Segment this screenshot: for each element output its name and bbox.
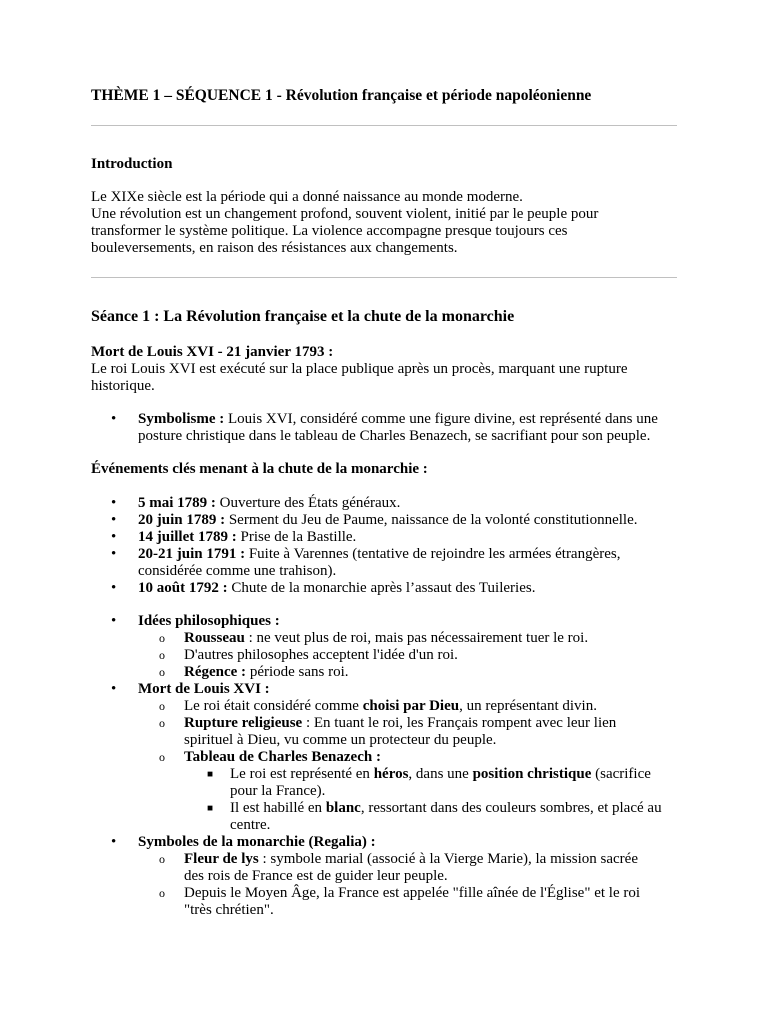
item-label: Symbolisme : <box>138 411 225 427</box>
sub-list-item <box>91 647 683 664</box>
bullet-circle-icon: o <box>159 750 165 764</box>
list-item <box>91 681 683 698</box>
bullet-circle-icon: o <box>159 852 165 866</box>
item-label: Fleur de lys <box>184 851 259 867</box>
item-text: spirituel à Dieu, vu comme un protecteur du peuple. <box>184 732 497 748</box>
sub-list-item <box>91 885 683 919</box>
item-label: Mort de Louis XVI : <box>138 681 270 697</box>
item-emphasis: héros <box>373 766 409 782</box>
event-text: Ouverture des États généraux. <box>215 495 401 511</box>
item-text: , un représentant divin. <box>459 698 597 714</box>
bullet-disc-icon: • <box>111 613 117 629</box>
sub-list-item <box>91 698 683 715</box>
item-label: Régence : <box>184 664 247 680</box>
item-text: Le roi était considéré comme <box>184 698 363 714</box>
item-text: Louis XVI, considéré comme une figure divine, est représenté dans une <box>224 411 658 427</box>
item-text: Le roi est représenté en <box>230 766 374 782</box>
bullet-disc-icon: • <box>111 834 117 850</box>
item-text: Depuis le Moyen Âge, la France est appelée "fille aînée de l'Église" et le roi <box>184 885 641 901</box>
intro-paragraph <box>91 189 681 257</box>
item-text: Il est habillé en <box>230 800 326 816</box>
bullet-circle-icon: o <box>159 631 165 645</box>
sub-list-item <box>91 749 683 766</box>
sub-list-item <box>91 715 683 749</box>
louis-death-heading: Mort de Louis XVI - 21 janvier 1793 : <box>91 344 334 360</box>
intro-line: Le XIXe siècle est la période qui a donné naissance au monde moderne. <box>91 189 523 205</box>
list-item <box>91 529 683 546</box>
bullet-circle-icon: o <box>159 886 165 900</box>
bullet-square-icon: ■ <box>207 769 214 780</box>
item-emphasis: position christique <box>472 766 592 782</box>
intro-line: bouleversements, en raison des résistances aux changements. <box>91 240 458 256</box>
item-text: centre. <box>230 817 271 833</box>
list-item <box>91 411 683 445</box>
item-text: , ressortant dans des couleurs sombres, et placé au <box>360 800 662 816</box>
sub-list-item <box>91 664 683 681</box>
event-date: 20 juin 1789 : <box>138 512 226 528</box>
item-text: "très chrétien". <box>184 902 274 918</box>
bullet-disc-icon: • <box>111 580 117 596</box>
item-emphasis: blanc <box>325 800 361 816</box>
item-text: des rois de France est de guider leur peuple. <box>184 868 448 884</box>
section-title: Séance 1 : La Révolution française et la chute de la monarchie <box>91 308 515 325</box>
list-item <box>91 546 683 580</box>
sub-list-item <box>91 851 683 885</box>
intro-heading: Introduction <box>91 156 173 172</box>
item-text: : symbole marial (associé à la Vierge Marie), la mission sacrée <box>258 851 638 867</box>
intro-line: Une révolution est un changement profond, souvent violent, initié par le peuple pour <box>91 206 599 222</box>
event-text: Fuite à Varennes (tentative de rejoindre les armées étrangères, <box>245 546 621 562</box>
list-item <box>91 580 683 597</box>
event-date: 5 mai 1789 : <box>138 495 216 511</box>
events-list <box>91 495 683 597</box>
louis-death-line: Le roi Louis XVI est exécuté sur la place publique après un procès, marquant une rupture <box>91 361 628 377</box>
list-item <box>91 834 683 851</box>
item-label: Tableau de Charles Benazech : <box>184 749 381 765</box>
item-text: (sacrifice <box>591 766 651 782</box>
bullet-circle-icon: o <box>159 665 165 679</box>
bullet-disc-icon: • <box>111 411 117 427</box>
events-heading: Événements clés menant à la chute de la monarchie : <box>91 461 428 477</box>
event-date: 10 août 1792 : <box>138 580 228 596</box>
notes-list <box>91 613 683 919</box>
sub-sub-list-item <box>91 766 683 800</box>
bullet-circle-icon: o <box>159 648 165 662</box>
page-title: THÈME 1 – SÉQUENCE 1 - Révolution française et période napoléonienne <box>91 87 592 104</box>
divider <box>91 125 677 126</box>
item-label: Idées philosophiques : <box>138 613 280 629</box>
event-text: Prise de la Bastille. <box>236 529 357 545</box>
bullet-circle-icon: o <box>159 699 165 713</box>
event-date: 20-21 juin 1791 : <box>138 546 246 562</box>
symbolism-list <box>91 411 683 445</box>
bullet-disc-icon: • <box>111 495 117 511</box>
event-date: 14 juillet 1789 : <box>138 529 237 545</box>
item-label: Rousseau <box>184 630 245 646</box>
item-text: : ne veut plus de roi, mais pas nécessairement tuer le roi. <box>244 630 589 646</box>
item-text: posture christique dans le tableau de Charles Benazech, se sacrifiant pour son peuple. <box>138 428 651 444</box>
bullet-circle-icon: o <box>159 716 165 730</box>
list-item <box>91 512 683 529</box>
item-text: D'autres philosophes acceptent l'idée d'un roi. <box>184 647 458 663</box>
item-label: Rupture religieuse <box>184 715 303 731</box>
louis-death-block <box>91 344 681 395</box>
event-text: Chute de la monarchie après l’assaut des Tuileries. <box>227 580 536 596</box>
bullet-square-icon: ■ <box>207 803 214 814</box>
item-text: : En tuant le roi, les Français rompent avec leur lien <box>302 715 617 731</box>
event-text: considérée comme une trahison). <box>138 563 337 579</box>
item-text: période sans roi. <box>246 664 349 680</box>
event-text: Serment du Jeu de Paume, naissance de la volonté constitutionnelle. <box>225 512 638 528</box>
list-item <box>91 495 683 512</box>
item-text: , dans une <box>408 766 473 782</box>
bullet-disc-icon: • <box>111 529 117 545</box>
sub-sub-list-item <box>91 800 683 834</box>
intro-line: transformer le système politique. La violence accompagne presque toujours ces <box>91 223 568 239</box>
louis-death-line: historique. <box>91 378 155 394</box>
item-label: Symboles de la monarchie (Regalia) : <box>138 834 376 850</box>
divider <box>91 277 677 278</box>
bullet-disc-icon: • <box>111 681 117 697</box>
bullet-disc-icon: • <box>111 512 117 528</box>
item-emphasis: choisi par Dieu <box>362 698 460 714</box>
sub-list-item <box>91 630 683 647</box>
list-item <box>91 613 683 630</box>
item-text: pour la France). <box>230 783 326 799</box>
bullet-disc-icon: • <box>111 546 117 562</box>
